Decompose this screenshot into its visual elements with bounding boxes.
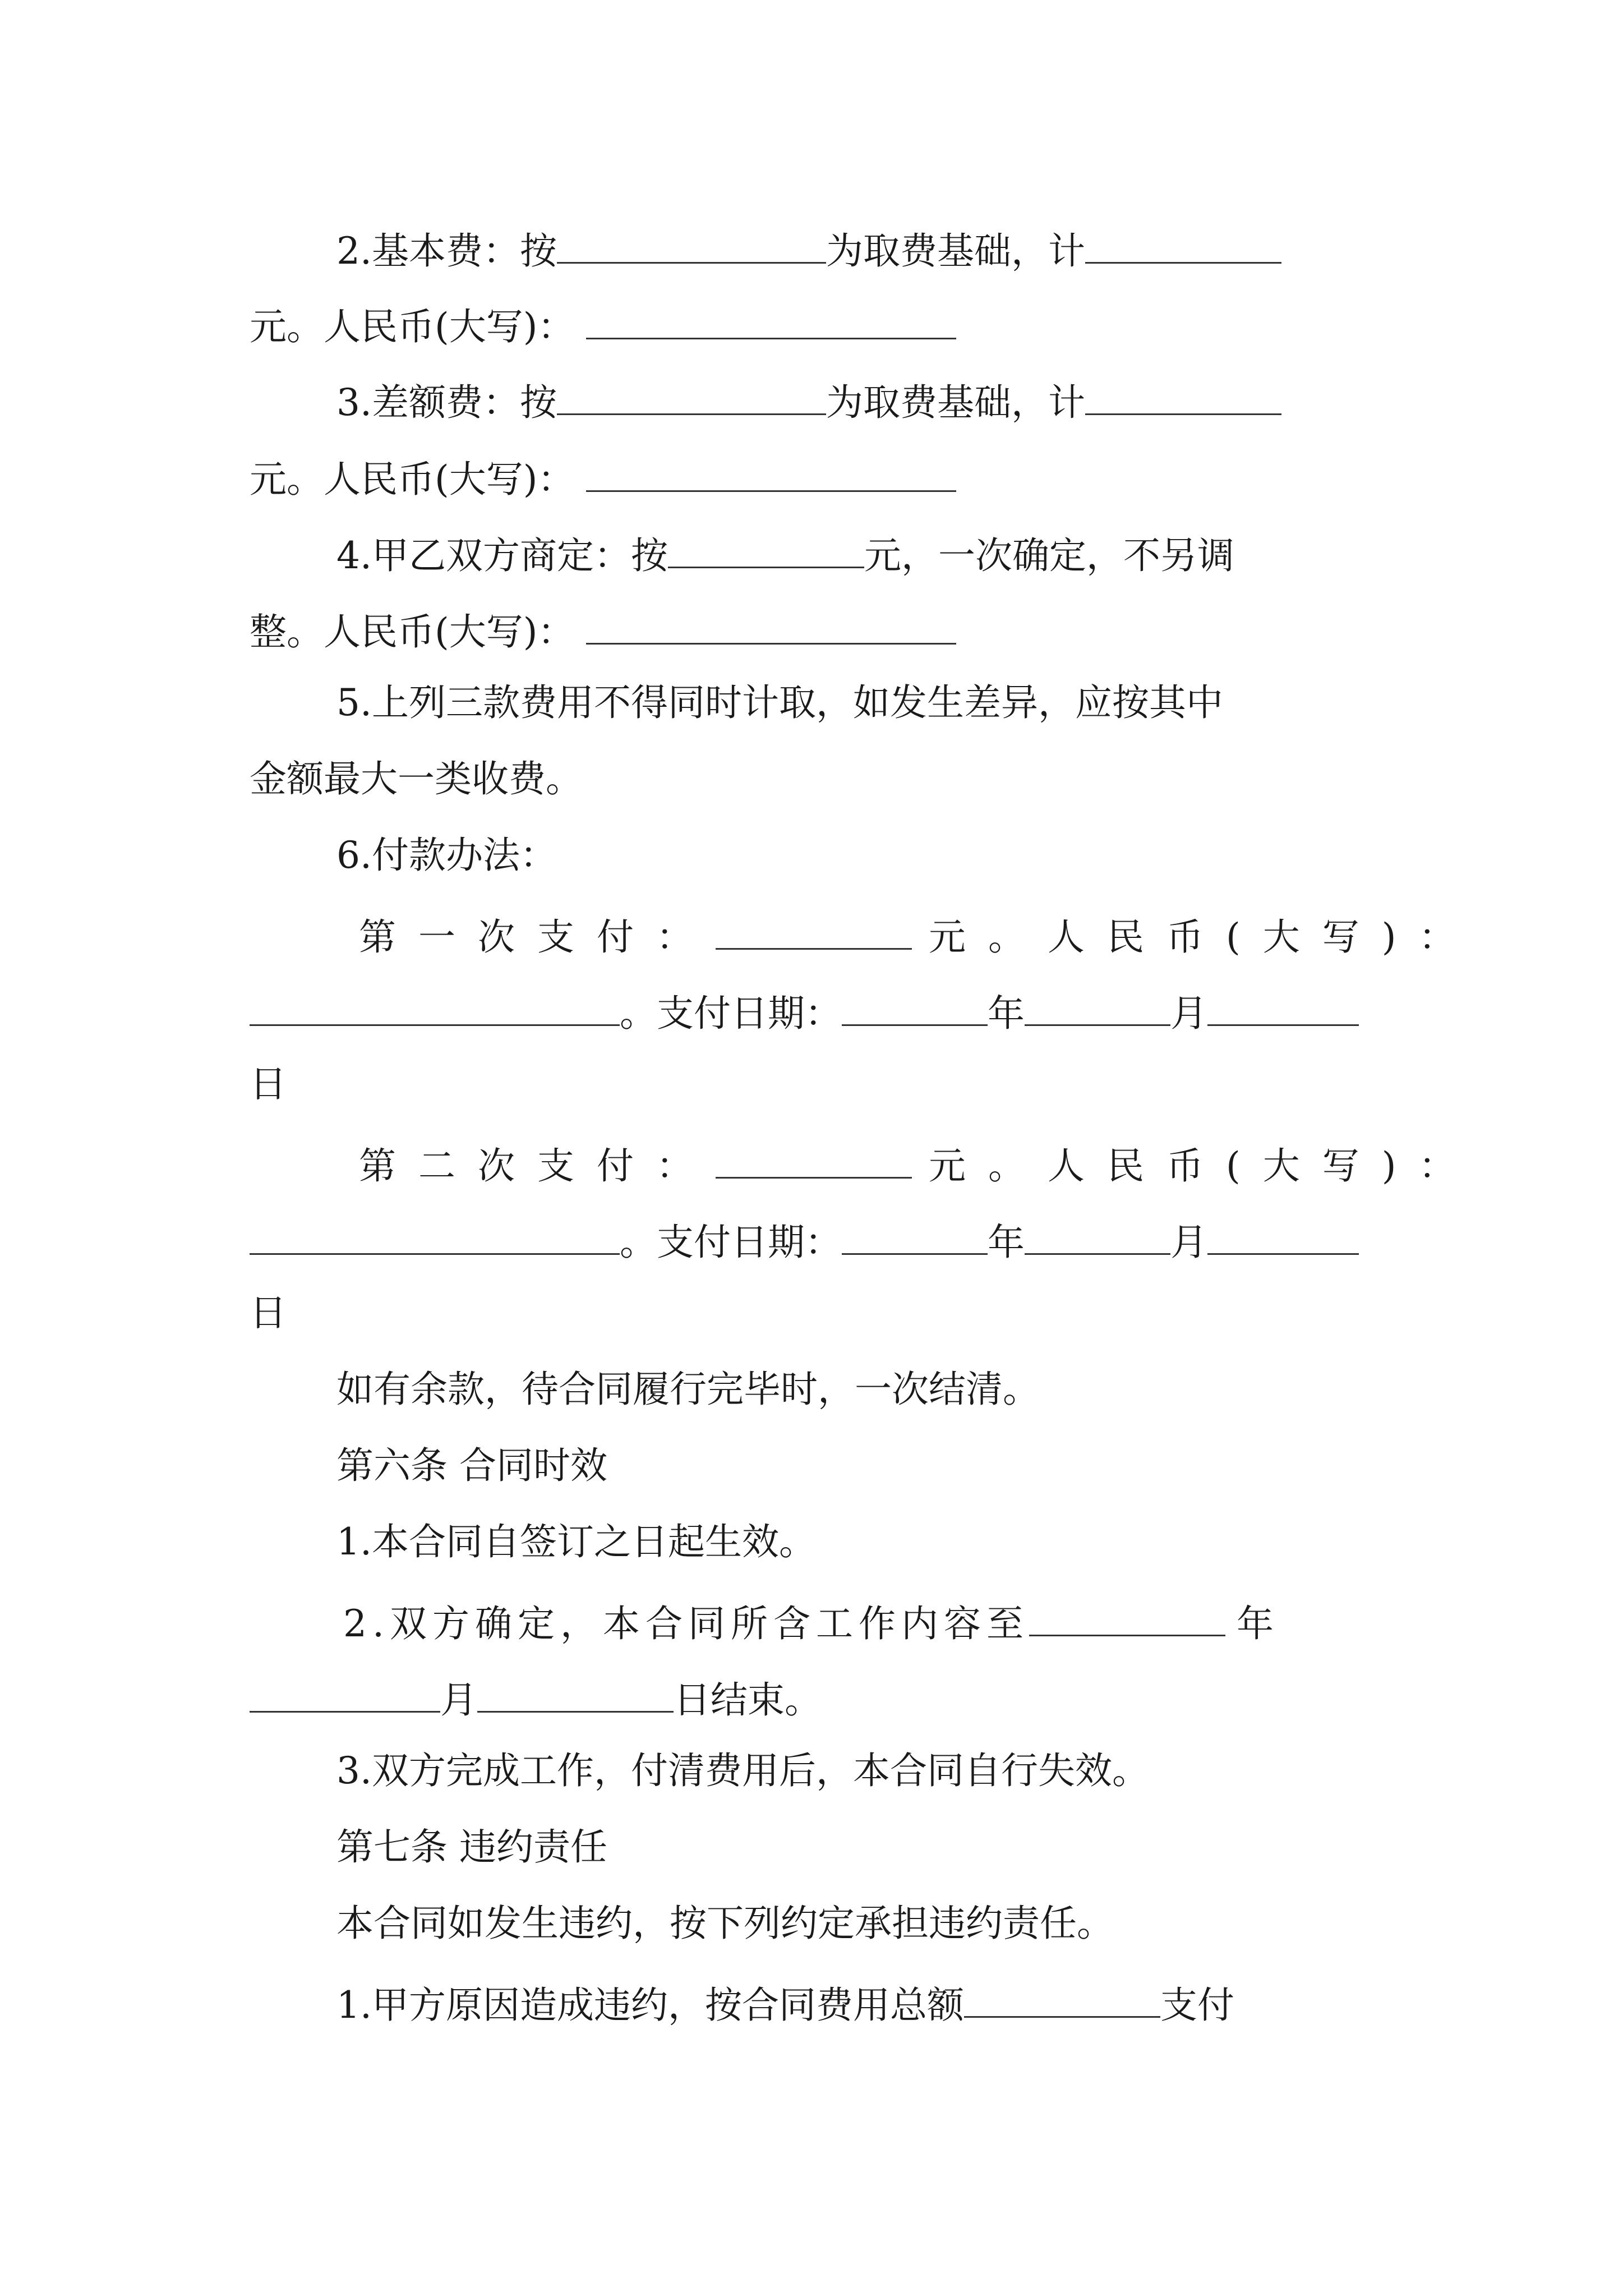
paragraph-line: 本合同如发生违约，按下列约定承担违约责任。: [336, 1902, 1114, 1945]
blank-field[interactable]: [1029, 1600, 1225, 1636]
paragraph-line: 如有余款，待合同履行完毕时，一次结清。: [336, 1368, 1040, 1411]
text: 2.双方确定，本合同所含工作内容至: [343, 1602, 1029, 1645]
second-payment-line: [359, 1142, 1478, 1188]
text: 支付: [1160, 1984, 1234, 2027]
text: 年: [1236, 1602, 1274, 1645]
blank-field[interactable]: [964, 1981, 1160, 2018]
payment-method-heading: 6.付款办法：: [336, 834, 557, 877]
blank-field[interactable]: [477, 1676, 674, 1713]
blank-field[interactable]: [250, 990, 620, 1026]
text: 元。人民币(大写)：: [929, 1144, 1478, 1188]
first-payment-line: [359, 913, 1478, 959]
day-label: 日: [250, 1291, 287, 1335]
text: 1.甲方原因造成违约，按合同费用总额: [336, 1984, 964, 2027]
blank-field[interactable]: [250, 1676, 440, 1713]
text: 元。人民币(大写)：: [250, 458, 575, 501]
payment-date-line: [250, 1218, 1359, 1264]
blank-field[interactable]: [586, 608, 956, 645]
text: 。支付日期：: [620, 1221, 842, 1264]
text: 第二次支付：: [359, 1144, 716, 1188]
text: 。支付日期：: [620, 992, 842, 1035]
text: 2.基本费：按: [336, 229, 557, 273]
breach-line: [336, 1981, 1234, 2027]
fee-basic-line: [336, 227, 1281, 273]
text: 整。人民币(大写)：: [250, 610, 575, 654]
text: 月: [440, 1678, 477, 1722]
article-heading: 第七条 违约责任: [336, 1825, 607, 1869]
paragraph-line: 金额最大一类收费。: [250, 757, 583, 800]
blank-field[interactable]: [1207, 990, 1359, 1026]
term-end-line: [250, 1676, 822, 1722]
text: 元。人民币(大写)：: [929, 915, 1478, 959]
blank-field[interactable]: [557, 227, 826, 264]
blank-field[interactable]: [1085, 379, 1281, 415]
text: 元。人民币(大写)：: [250, 305, 575, 348]
blank-field[interactable]: [557, 379, 826, 415]
agreed-fee-line: [336, 532, 1234, 577]
paragraph-line: 5.上列三款费用不得同时计取，如发生差异，应按其中: [336, 681, 1223, 724]
day-label: 日: [250, 1062, 287, 1106]
text: 年: [988, 1221, 1025, 1264]
rmb-line: [250, 455, 956, 501]
text: 第一次支付：: [359, 915, 716, 959]
blank-field[interactable]: [842, 1218, 988, 1255]
blank-field[interactable]: [586, 455, 956, 492]
article-heading: 第六条 合同时效: [336, 1444, 607, 1487]
rmb-line: [250, 608, 956, 654]
text: 元，一次确定，不另调: [864, 534, 1234, 577]
text: 4.甲乙双方商定：按: [336, 534, 668, 577]
term-line: [343, 1600, 1274, 1645]
blank-field[interactable]: [1025, 1218, 1170, 1255]
paragraph-line: 3.双方完成工作，付清费用后，本合同自行失效。: [336, 1749, 1149, 1792]
text: 年: [988, 992, 1025, 1035]
paragraph-line: 1.本合同自签订之日起生效。: [336, 1520, 816, 1563]
text: 月: [1170, 1221, 1207, 1264]
blank-field[interactable]: [1025, 990, 1170, 1026]
blank-field[interactable]: [668, 532, 864, 568]
text: 3.差额费：按: [336, 381, 557, 424]
text: 为取费基础，计: [826, 229, 1085, 273]
blank-field[interactable]: [586, 303, 956, 339]
blank-field[interactable]: [716, 913, 912, 950]
payment-date-line: [250, 990, 1359, 1035]
fee-diff-line: [336, 379, 1281, 424]
blank-field[interactable]: [842, 990, 988, 1026]
text: 为取费基础，计: [826, 381, 1085, 424]
blank-field[interactable]: [716, 1142, 912, 1179]
blank-field[interactable]: [1085, 227, 1281, 264]
text: 日结束。: [674, 1678, 822, 1722]
blank-field[interactable]: [250, 1218, 620, 1255]
text: 月: [1170, 992, 1207, 1035]
rmb-line: [250, 303, 956, 346]
blank-field[interactable]: [1207, 1218, 1359, 1255]
